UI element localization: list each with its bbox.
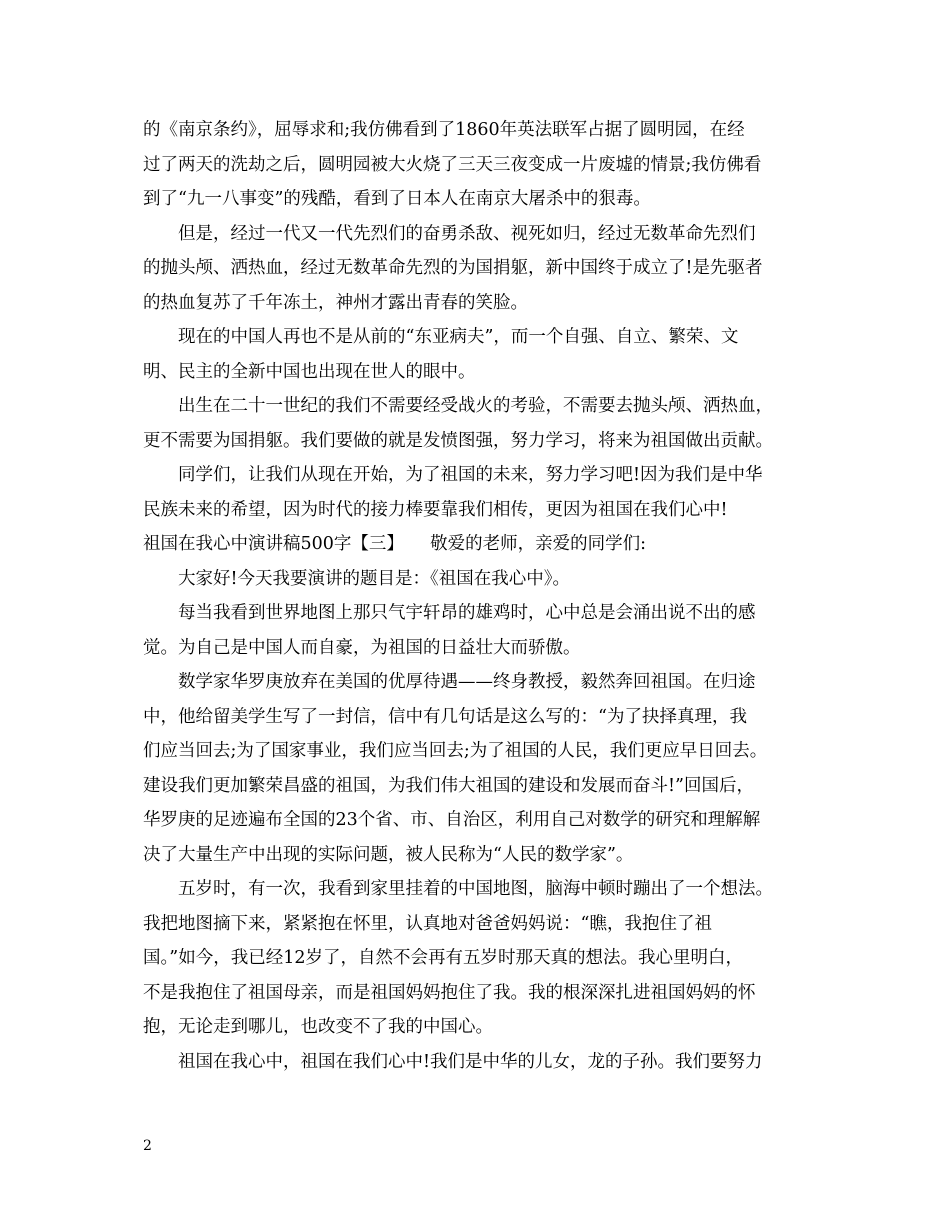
text-line: 的热血复苏了千年冻土，神州才露出青春的笑脸。 (143, 292, 528, 313)
text-line: 华罗庚的足迹遍布全国的23个省、市、自治区，利用自己对数学的研究和理解解 (143, 810, 761, 830)
text-line: 每当我看到世界地图上那只气宇轩昂的雄鸡时，心中总是会涌出说不出的感 (178, 603, 756, 623)
text-line: 到了“九一八事变”的残酷，看到了日本人在南京大屠杀中的狠毒。 (143, 189, 651, 209)
text-line: 抱，无论走到哪儿，也改变不了我的中国心。 (143, 1017, 493, 1037)
text-line: 大家好!今天我要演讲的题目是：《祖国在我心中》。 (178, 568, 571, 589)
text-line: 数学家华罗庚放弃在美国的优厚待遇——终身教授，毅然奔回祖国。在归途 (178, 672, 756, 692)
text-line: 同学们，让我们从现在开始，为了祖国的未来，努力学习吧!因为我们是中华 (178, 465, 763, 485)
text-line: 祖国在我心中，祖国在我们心中!我们是中华的儿女，龙的子孙。我们要努力 (178, 1051, 763, 1072)
text-line: 更不需要为国捐躯。我们要做的就是发愤图强，努力学习，将来为祖国做出贡献。 (143, 430, 773, 451)
text-line: 出生在二十一世纪的我们不需要经受战火的考验，不需要去抛头颅、洒热血， (178, 396, 773, 416)
page-number: 2 (143, 1138, 152, 1154)
text-line: 的抛头颅、洒热血，经过无数革命先烈的为国捐躯，新中国终于成立了!是先驱者 (143, 258, 763, 278)
text-line: 不是我抱住了祖国母亲，而是祖国妈妈抱住了我。我的根深深扎进祖国妈妈的怀 (143, 982, 756, 1003)
document-body (143, 113, 823, 1079)
text-line: 国。”如今，我已经12岁了，自然不会再有五岁时那天真的想法。我心里明白， (143, 948, 743, 968)
text-line: 五岁时，有一次，我看到家里挂着的中国地图，脑海中顿时蹦出了一个想法。 (178, 879, 773, 899)
text-line: 的《南京条约》，屈辱求和;我仿佛看到了1860年英法联军占据了圆明园，在经 (143, 120, 745, 140)
section-heading-line: 祖国在我心中演讲稿500字【三】 敬爱的老师，亲爱的同学们: (143, 534, 647, 554)
text-line: 建设我们更加繁荣昌盛的祖国，为我们伟大祖国的建设和发展而奋斗!”回国后， (143, 775, 754, 796)
text-line: 现在的中国人再也不是从前的“东亚病夫”，而一个自强、自立、繁荣、文 (178, 327, 739, 347)
text-line: 决了大量生产中出现的实际问题，被人民称为“人民的数学家”。 (143, 844, 634, 865)
text-line: 民族未来的希望，因为时代的接力棒要靠我们相传，更因为祖国在我们心中! (143, 499, 728, 520)
text-line: 明、民主的全新中国也出现在世人的眼中。 (143, 361, 476, 382)
text-line: 们应当回去;为了国家事业，我们应当回去;为了祖国的人民，我们更应早日回去。 (143, 741, 768, 761)
text-line: 但是，经过一代又一代先烈们的奋勇杀敌、视死如归，经过无数革命先烈们 (178, 223, 756, 244)
text-line: 觉。为自己是中国人而自豪，为祖国的日益壮大而骄傲。 (143, 637, 581, 658)
text-line: 中，他给留美学生写了一封信，信中有几句话是这么写的：“为了抉择真理，我 (143, 706, 747, 727)
text-line: 过了两天的洗劫之后，圆明园被大火烧了三天三夜变成一片废墟的情景;我仿佛看 (143, 154, 762, 175)
text-line: 我把地图摘下来，紧紧抱在怀里，认真地对爸爸妈妈说：“瞧，我抱住了祖 (143, 913, 712, 934)
